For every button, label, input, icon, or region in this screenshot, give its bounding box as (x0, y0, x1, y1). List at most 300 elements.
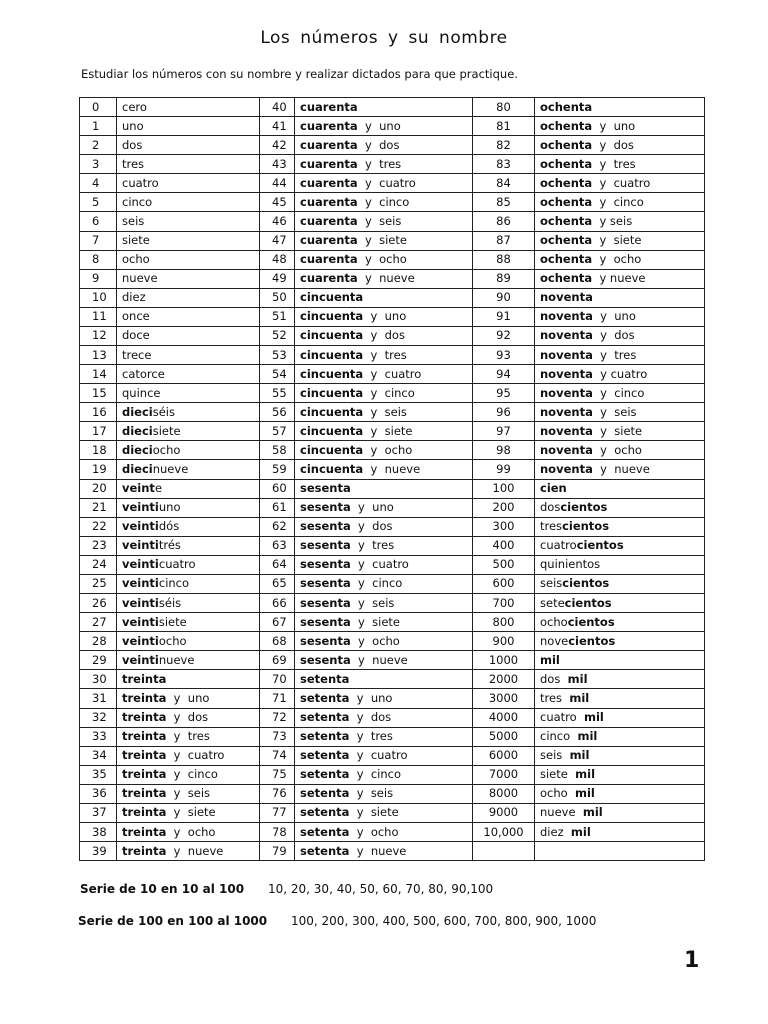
word-cell (117, 269, 260, 288)
word-root: cientos (567, 614, 615, 629)
numbers-table (79, 97, 705, 861)
word-cell (295, 689, 473, 708)
word-part: nueve (158, 652, 195, 667)
table-row (80, 498, 705, 517)
number-cell: 41 (260, 117, 295, 136)
serie-100-label: Serie de 100 en 100 al 1000 (78, 914, 268, 928)
number-cell: 1 (80, 117, 117, 136)
word-root: cuarenta (300, 194, 358, 209)
number-cell: 7000 (473, 765, 535, 784)
word-root: sesenta (300, 500, 351, 515)
number-cell: 70 (260, 670, 295, 689)
number-cell: 600 (473, 574, 535, 593)
word-part: siete (152, 423, 181, 438)
word-part: tres (540, 690, 570, 705)
word-cell (295, 365, 473, 384)
word-part: y ocho (592, 252, 642, 267)
number-cell: 62 (260, 517, 295, 536)
word-cell (117, 479, 260, 498)
number-cell: 31 (80, 689, 117, 708)
word-cell (117, 708, 260, 727)
word-cell (295, 174, 473, 193)
number-cell: 45 (260, 193, 295, 212)
word-cell (535, 613, 705, 632)
word-root: noventa (540, 290, 593, 305)
serie-10-values: 10, 20, 30, 40, 50, 60, 70, 80, 90,100 (268, 882, 494, 896)
number-cell: 49 (260, 269, 295, 288)
word-cell (117, 136, 260, 155)
word-part: y siete (166, 805, 216, 820)
table-row (80, 632, 705, 651)
word-cell (535, 727, 705, 746)
word-root: sesenta (300, 519, 351, 534)
word-root: mil (567, 671, 588, 686)
word-root: sesenta (300, 633, 351, 648)
number-cell: 14 (80, 365, 117, 384)
word-part: y dos (166, 710, 209, 725)
number-cell: 5 (80, 193, 117, 212)
word-part: y seis (357, 214, 402, 228)
table-row (80, 326, 705, 345)
number-cell: 38 (80, 822, 117, 841)
number-cell: 700 (473, 594, 535, 613)
word-part: uno (158, 500, 181, 515)
word-root: treinta (122, 748, 167, 763)
table-row (80, 460, 705, 479)
word-root: setenta (300, 786, 350, 801)
number-cell: 1000 (473, 651, 535, 670)
word-root: noventa (540, 404, 593, 419)
word-cell (535, 842, 705, 861)
word-root: veinti (122, 595, 159, 610)
word-root: cientos (564, 595, 612, 610)
table-row (80, 403, 705, 422)
word-root: mil (584, 710, 604, 725)
word-root: mil (582, 805, 603, 820)
word-cell (117, 784, 260, 803)
word-part: cuatro (122, 175, 159, 190)
word-part: y ocho (592, 442, 642, 457)
word-part: y tres (166, 729, 210, 744)
word-part: y tres (592, 156, 636, 171)
word-part: ocho (540, 786, 575, 801)
word-part: catorce (122, 366, 165, 381)
word-cell (535, 746, 705, 765)
word-part: y dos (592, 328, 635, 343)
word-part: tres (122, 156, 145, 171)
word-part: y cuatro (349, 748, 408, 763)
number-cell: 22 (80, 517, 117, 536)
word-part: y cinco (349, 767, 401, 782)
word-cell (295, 98, 473, 117)
number-cell: 32 (80, 708, 117, 727)
word-cell (117, 651, 260, 670)
word-root: treinta (122, 767, 167, 782)
number-cell: 61 (260, 498, 295, 517)
word-part: dos (540, 671, 568, 686)
word-part: y cuatro (166, 748, 225, 763)
word-cell (117, 536, 260, 555)
word-cell (535, 784, 705, 803)
number-cell: 98 (473, 441, 535, 460)
word-cell (117, 765, 260, 784)
word-root: cuarenta (300, 214, 358, 228)
word-cell (117, 326, 260, 345)
word-part: y siete (592, 423, 643, 438)
word-cell (117, 613, 260, 632)
word-part: y cuatro (592, 175, 651, 190)
word-cell (117, 842, 260, 861)
word-root: noventa (540, 347, 593, 362)
word-cell (295, 422, 473, 441)
word-part: y tres (592, 347, 637, 362)
word-root: ochenta (540, 175, 593, 190)
word-cell (535, 346, 705, 365)
word-part: e (154, 481, 163, 496)
number-cell: 21 (80, 498, 117, 517)
number-cell: 46 (260, 212, 295, 231)
word-part: y tres (350, 538, 395, 553)
number-cell: 86 (473, 212, 535, 231)
word-part: y cinco (363, 385, 415, 400)
word-root: mil (575, 786, 595, 801)
word-cell (117, 288, 260, 307)
word-root: setenta (300, 843, 350, 858)
number-cell: 30 (80, 670, 117, 689)
word-part: y siete (357, 233, 407, 248)
word-root: mil (540, 652, 560, 667)
table-row (80, 651, 705, 670)
word-cell (535, 365, 705, 384)
word-root: sesenta (300, 614, 351, 629)
word-part: y ocho (357, 252, 407, 267)
number-cell: 59 (260, 460, 295, 479)
number-cell: 16 (80, 403, 117, 422)
word-root: mil (570, 824, 591, 839)
table-row (80, 613, 705, 632)
word-cell (117, 689, 260, 708)
number-cell: 96 (473, 403, 535, 422)
number-cell: 12 (80, 326, 117, 345)
word-root: setenta (300, 748, 350, 763)
word-part: y uno (592, 309, 636, 324)
word-cell (117, 574, 260, 593)
number-cell: 40 (260, 98, 295, 117)
table-row (80, 307, 705, 326)
word-part: y ocho (349, 824, 399, 839)
table-row (80, 708, 705, 727)
word-part: y nueve (357, 271, 415, 286)
word-part: y siete (363, 423, 413, 438)
table-row (80, 174, 705, 193)
word-root: noventa (540, 366, 593, 381)
number-cell: 68 (260, 632, 295, 651)
word-part: cinco (540, 729, 578, 744)
number-cell: 0 (80, 98, 117, 117)
word-part: cinco (122, 194, 153, 209)
number-cell: 900 (473, 632, 535, 651)
word-part: y cuatro (357, 175, 416, 190)
word-cell (117, 384, 260, 403)
number-cell: 44 (260, 174, 295, 193)
word-root: ochenta (540, 214, 593, 228)
table-row (80, 231, 705, 250)
table-row (80, 117, 705, 136)
table-row (80, 136, 705, 155)
word-root: veinti (122, 614, 159, 629)
number-cell: 500 (473, 555, 535, 574)
word-part: quince (122, 385, 161, 400)
word-cell (117, 517, 260, 536)
word-cell (295, 498, 473, 517)
word-part: nueve (540, 805, 583, 820)
word-root: sesenta (300, 595, 351, 610)
word-cell (117, 727, 260, 746)
number-cell: 99 (473, 460, 535, 479)
number-cell: 9 (80, 269, 117, 288)
number-cell: 7 (80, 231, 117, 250)
word-part: y cinco (166, 767, 218, 782)
word-cell (295, 765, 473, 784)
word-part: y uno (357, 118, 401, 133)
number-cell: 65 (260, 574, 295, 593)
word-part: séis (152, 404, 175, 419)
number-cell: 11 (80, 307, 117, 326)
word-part: y nueve (592, 271, 646, 286)
word-cell (117, 174, 260, 193)
word-cell (117, 212, 260, 231)
word-cell (295, 326, 473, 345)
word-root: treinta (122, 786, 167, 801)
number-cell: 90 (473, 288, 535, 307)
number-cell: 55 (260, 384, 295, 403)
word-root: mil (569, 690, 590, 705)
word-cell (117, 441, 260, 460)
number-cell: 92 (473, 326, 535, 345)
word-cell (117, 746, 260, 765)
word-root: veinti (122, 557, 159, 572)
table-row (80, 574, 705, 593)
number-cell: 26 (80, 594, 117, 613)
word-cell (535, 193, 705, 212)
number-cell: 37 (80, 803, 117, 822)
word-root: sesenta (300, 481, 351, 496)
word-cell (535, 288, 705, 307)
number-cell: 39 (80, 842, 117, 861)
number-cell: 56 (260, 403, 295, 422)
word-cell (295, 231, 473, 250)
word-part: once (122, 309, 150, 324)
word-cell (117, 822, 260, 841)
table-row (80, 803, 705, 822)
number-cell: 6 (80, 212, 117, 231)
word-cell (535, 155, 705, 174)
table-row (80, 288, 705, 307)
number-cell: 47 (260, 231, 295, 250)
word-root: treinta (122, 843, 167, 858)
word-cell (535, 708, 705, 727)
table-row (80, 384, 705, 403)
word-part: diez (540, 824, 571, 839)
number-cell: 97 (473, 422, 535, 441)
word-part: nueve (152, 462, 189, 477)
word-part: y seis (592, 404, 637, 419)
number-cell: 10,000 (473, 822, 535, 841)
word-part: y uno (350, 500, 394, 515)
number-cell: 10 (80, 288, 117, 307)
number-cell: 4000 (473, 708, 535, 727)
word-root: cuarenta (300, 118, 358, 133)
word-cell (117, 307, 260, 326)
word-root: cincuenta (300, 309, 364, 324)
word-part: y cuatro (592, 366, 648, 381)
number-cell: 67 (260, 613, 295, 632)
table-row (80, 536, 705, 555)
number-cell: 87 (473, 231, 535, 250)
word-root: cientos (568, 633, 616, 648)
word-part: y seis (592, 214, 633, 228)
word-part: y nueve (349, 843, 407, 858)
word-root: dieci (122, 404, 153, 419)
number-cell: 15 (80, 384, 117, 403)
word-part: nueve (122, 271, 158, 286)
number-cell: 17 (80, 422, 117, 441)
word-root: setenta (300, 729, 350, 744)
serie-100-row (78, 914, 596, 928)
word-root: dieci (122, 462, 153, 477)
number-cell: 3 (80, 155, 117, 174)
number-cell: 800 (473, 613, 535, 632)
word-part: seis (540, 748, 570, 763)
word-part: y seis (166, 786, 211, 801)
word-cell (295, 784, 473, 803)
number-cell: 36 (80, 784, 117, 803)
number-cell: 52 (260, 326, 295, 345)
table-row (80, 269, 705, 288)
table-row (80, 98, 705, 117)
word-part: cuatro (158, 557, 196, 572)
number-cell: 8 (80, 250, 117, 269)
word-root: setenta (300, 824, 350, 839)
word-part: siete (158, 614, 187, 629)
word-cell (535, 307, 705, 326)
word-cell (117, 555, 260, 574)
number-cell: 3000 (473, 689, 535, 708)
number-cell: 43 (260, 155, 295, 174)
word-cell (117, 498, 260, 517)
word-root: cientos (562, 519, 610, 534)
word-cell (535, 574, 705, 593)
number-cell: 300 (473, 517, 535, 536)
number-cell: 81 (473, 117, 535, 136)
word-cell (295, 651, 473, 670)
word-cell (295, 479, 473, 498)
word-cell (535, 651, 705, 670)
word-root: treinta (122, 710, 167, 725)
number-cell: 75 (260, 765, 295, 784)
word-part: y seis (349, 786, 394, 801)
number-cell: 33 (80, 727, 117, 746)
word-root: cincuenta (300, 328, 364, 343)
word-part: cuatro (540, 538, 577, 553)
word-root: veinti (122, 500, 159, 515)
word-root: treinta (122, 824, 167, 839)
word-root: setenta (300, 690, 350, 705)
table-row (80, 250, 705, 269)
word-part: trés (158, 538, 181, 553)
table-row (80, 594, 705, 613)
number-cell: 84 (473, 174, 535, 193)
number-cell: 93 (473, 346, 535, 365)
word-cell (117, 460, 260, 479)
word-part: cinco (158, 576, 190, 591)
serie-10-label: Serie de 10 en 10 al 100 (80, 882, 245, 896)
word-cell (117, 193, 260, 212)
word-part: y cinco (350, 576, 403, 591)
table-row (80, 670, 705, 689)
table-row (80, 212, 705, 231)
number-cell: 80 (473, 98, 535, 117)
word-root: veinti (122, 519, 159, 534)
word-part: y seis (350, 595, 395, 610)
table-row (80, 689, 705, 708)
number-cell: 20 (80, 479, 117, 498)
word-part: dós (158, 519, 180, 534)
word-cell (295, 632, 473, 651)
number-cell: 78 (260, 822, 295, 841)
word-cell (117, 365, 260, 384)
word-cell (295, 555, 473, 574)
word-root: veint (122, 481, 155, 496)
number-cell (473, 842, 535, 861)
word-part: y dos (350, 519, 393, 534)
word-cell (535, 212, 705, 231)
number-cell: 69 (260, 651, 295, 670)
number-cell: 66 (260, 594, 295, 613)
word-root: cincuenta (300, 347, 364, 362)
word-root: veinti (122, 576, 159, 591)
word-cell (535, 555, 705, 574)
word-part: dos (122, 137, 143, 152)
word-cell (295, 403, 473, 422)
word-root: mil (575, 767, 596, 782)
word-cell (117, 231, 260, 250)
word-root: setenta (300, 767, 350, 782)
word-root: veinti (122, 652, 159, 667)
number-cell: 50 (260, 288, 295, 307)
word-cell (117, 594, 260, 613)
number-cell: 400 (473, 536, 535, 555)
word-root: sesenta (300, 652, 351, 667)
word-root: dieci (122, 442, 153, 457)
word-root: ochenta (540, 233, 593, 248)
serie-100-values: 100, 200, 300, 400, 500, 600, 700, 800, 900, 1000 (291, 914, 597, 928)
word-root: setenta (300, 671, 350, 686)
word-root: ochenta (540, 118, 593, 133)
number-cell: 35 (80, 765, 117, 784)
word-part: siete (122, 233, 150, 248)
number-cell: 27 (80, 613, 117, 632)
word-root: mil (577, 729, 598, 744)
word-cell (295, 460, 473, 479)
number-cell: 8000 (473, 784, 535, 803)
word-part: y cuatro (350, 557, 409, 572)
number-cell: 18 (80, 441, 117, 460)
word-cell (535, 269, 705, 288)
word-cell (535, 689, 705, 708)
number-cell: 51 (260, 307, 295, 326)
word-cell (535, 670, 705, 689)
